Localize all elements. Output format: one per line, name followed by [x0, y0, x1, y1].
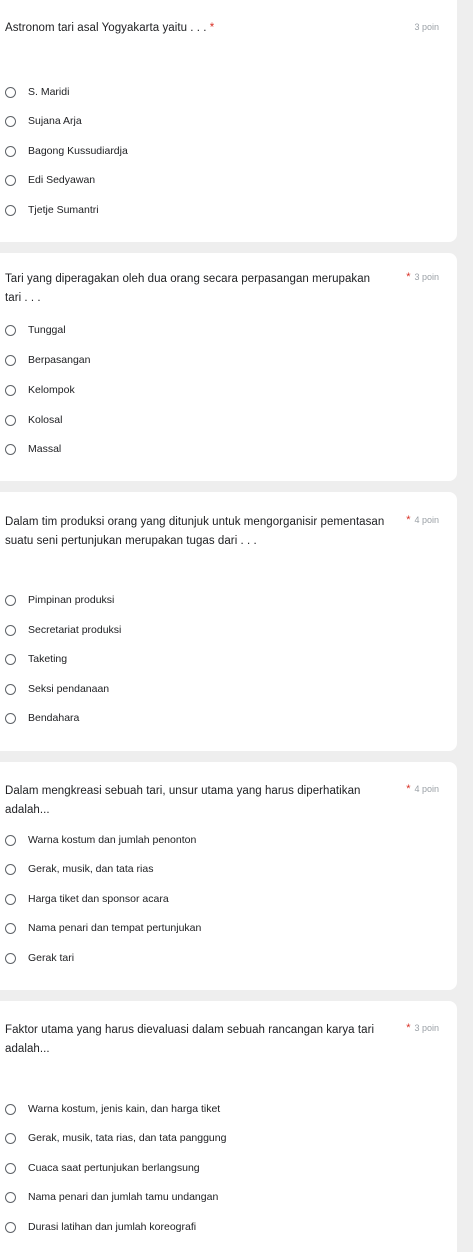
- radio-button[interactable]: [5, 385, 16, 396]
- option-row[interactable]: [5, 170, 95, 190]
- radio-button[interactable]: [5, 1133, 16, 1144]
- required-marker: *: [209, 22, 215, 34]
- option-row[interactable]: [5, 889, 169, 909]
- option-label: Gerak tari: [28, 952, 75, 964]
- question-card-1: [0, 0, 457, 242]
- radio-button[interactable]: [5, 146, 16, 157]
- option-row[interactable]: [5, 380, 75, 400]
- option-row[interactable]: [5, 620, 121, 640]
- option-row[interactable]: [5, 1158, 200, 1178]
- points-label: * 3 poin: [406, 1022, 439, 1034]
- option-row[interactable]: [5, 830, 196, 850]
- radio-button[interactable]: [5, 205, 16, 216]
- option-row[interactable]: [5, 649, 67, 669]
- option-label: Edi Sedyawan: [28, 174, 96, 186]
- option-label: Warna kostum dan jumlah penonton: [28, 834, 197, 846]
- option-label: Harga tiket dan sponsor acara: [28, 893, 169, 905]
- option-label: Kelompok: [28, 384, 75, 396]
- radio-button[interactable]: [5, 894, 16, 905]
- option-row[interactable]: [5, 200, 99, 220]
- option-row[interactable]: [5, 1128, 226, 1148]
- radio-button[interactable]: [5, 923, 16, 934]
- option-label: Tunggal: [28, 324, 66, 336]
- option-row[interactable]: [5, 859, 153, 879]
- option-row[interactable]: [5, 111, 82, 131]
- question-text: Astronom tari asal Yogyakarta yaitu . . . *: [5, 22, 215, 34]
- question-card-5: [0, 1001, 457, 1252]
- radio-button[interactable]: [5, 625, 16, 636]
- option-label: Taketing: [28, 653, 68, 665]
- option-row[interactable]: [5, 320, 66, 340]
- radio-button[interactable]: [5, 175, 16, 186]
- option-label: Bendahara: [28, 712, 80, 724]
- question-card-4: [0, 762, 457, 990]
- option-row[interactable]: [5, 1217, 196, 1237]
- radio-button[interactable]: [5, 87, 16, 98]
- radio-button[interactable]: [5, 1163, 16, 1174]
- radio-button[interactable]: [5, 953, 16, 964]
- option-label: Warna kostum, jenis kain, dan harga tiket: [28, 1103, 221, 1115]
- points-label: * 4 poin: [406, 514, 439, 526]
- option-row[interactable]: [5, 350, 90, 370]
- option-label: Gerak, musik, dan tata rias: [28, 863, 154, 875]
- option-row[interactable]: [5, 410, 62, 430]
- option-row[interactable]: [5, 82, 69, 102]
- option-row[interactable]: [5, 439, 61, 459]
- question-card-3: [0, 492, 457, 751]
- question-text: Dalam tim produksi orang yang ditunjuk untuk mengorganisir pementasan suatu seni pertunjukan merupakan tugas dari . . .: [5, 516, 385, 547]
- question-card-2: [0, 253, 457, 481]
- option-label: Kolosal: [28, 414, 63, 426]
- option-label: Seksi pendanaan: [28, 683, 110, 695]
- required-marker: *: [406, 783, 411, 795]
- radio-button[interactable]: [5, 684, 16, 695]
- required-marker: *: [406, 514, 411, 526]
- option-label: Cuaca saat pertunjukan berlangsung: [28, 1162, 200, 1174]
- points-label: * 3 poin: [406, 271, 439, 283]
- option-label: Massal: [28, 443, 62, 455]
- option-row[interactable]: [5, 948, 74, 968]
- radio-button[interactable]: [5, 835, 16, 846]
- question-text: Faktor utama yang harus dievaluasi dalam sebuah rancangan karya tari adalah...: [5, 1024, 375, 1055]
- required-marker: *: [406, 271, 411, 283]
- option-label: Durasi latihan dan jumlah koreografi: [28, 1221, 197, 1233]
- option-label: Secretariat produksi: [28, 624, 122, 636]
- radio-button[interactable]: [5, 864, 16, 875]
- option-row[interactable]: [5, 918, 201, 938]
- radio-button[interactable]: [5, 1192, 16, 1203]
- option-label: Gerak, musik, tata rias, dan tata panggung: [28, 1132, 227, 1144]
- required-marker: *: [406, 1022, 411, 1034]
- option-row[interactable]: [5, 708, 79, 728]
- option-row[interactable]: [5, 1187, 218, 1207]
- option-row[interactable]: [5, 141, 128, 161]
- radio-button[interactable]: [5, 325, 16, 336]
- radio-button[interactable]: [5, 444, 16, 455]
- points-label: * 4 poin: [406, 783, 439, 795]
- option-label: S. Maridi: [28, 86, 70, 98]
- question-text: Tari yang diperagakan oleh dua orang secara perpasangan merupakan tari . . .: [5, 273, 371, 304]
- option-label: Sujana Arja: [28, 115, 82, 127]
- option-label: Nama penari dan tempat pertunjukan: [28, 922, 202, 934]
- radio-button[interactable]: [5, 1104, 16, 1115]
- option-row[interactable]: [5, 679, 109, 699]
- radio-button[interactable]: [5, 654, 16, 665]
- option-label: Tjetje Sumantri: [28, 204, 99, 216]
- radio-button[interactable]: [5, 1222, 16, 1233]
- option-row[interactable]: [5, 590, 114, 610]
- option-label: Pimpinan produksi: [28, 594, 115, 606]
- radio-button[interactable]: [5, 713, 16, 724]
- option-label: Nama penari dan jumlah tamu undangan: [28, 1191, 219, 1203]
- points-label: 3 poin: [414, 22, 439, 32]
- radio-button[interactable]: [5, 595, 16, 606]
- option-label: Berpasangan: [28, 354, 91, 366]
- question-text: Dalam mengkreasi sebuah tari, unsur utama yang harus diperhatikan adalah...: [5, 785, 361, 816]
- option-label: Bagong Kussudiardja: [28, 145, 128, 157]
- radio-button[interactable]: [5, 415, 16, 426]
- radio-button[interactable]: [5, 355, 16, 366]
- radio-button[interactable]: [5, 116, 16, 127]
- option-row[interactable]: [5, 1099, 220, 1119]
